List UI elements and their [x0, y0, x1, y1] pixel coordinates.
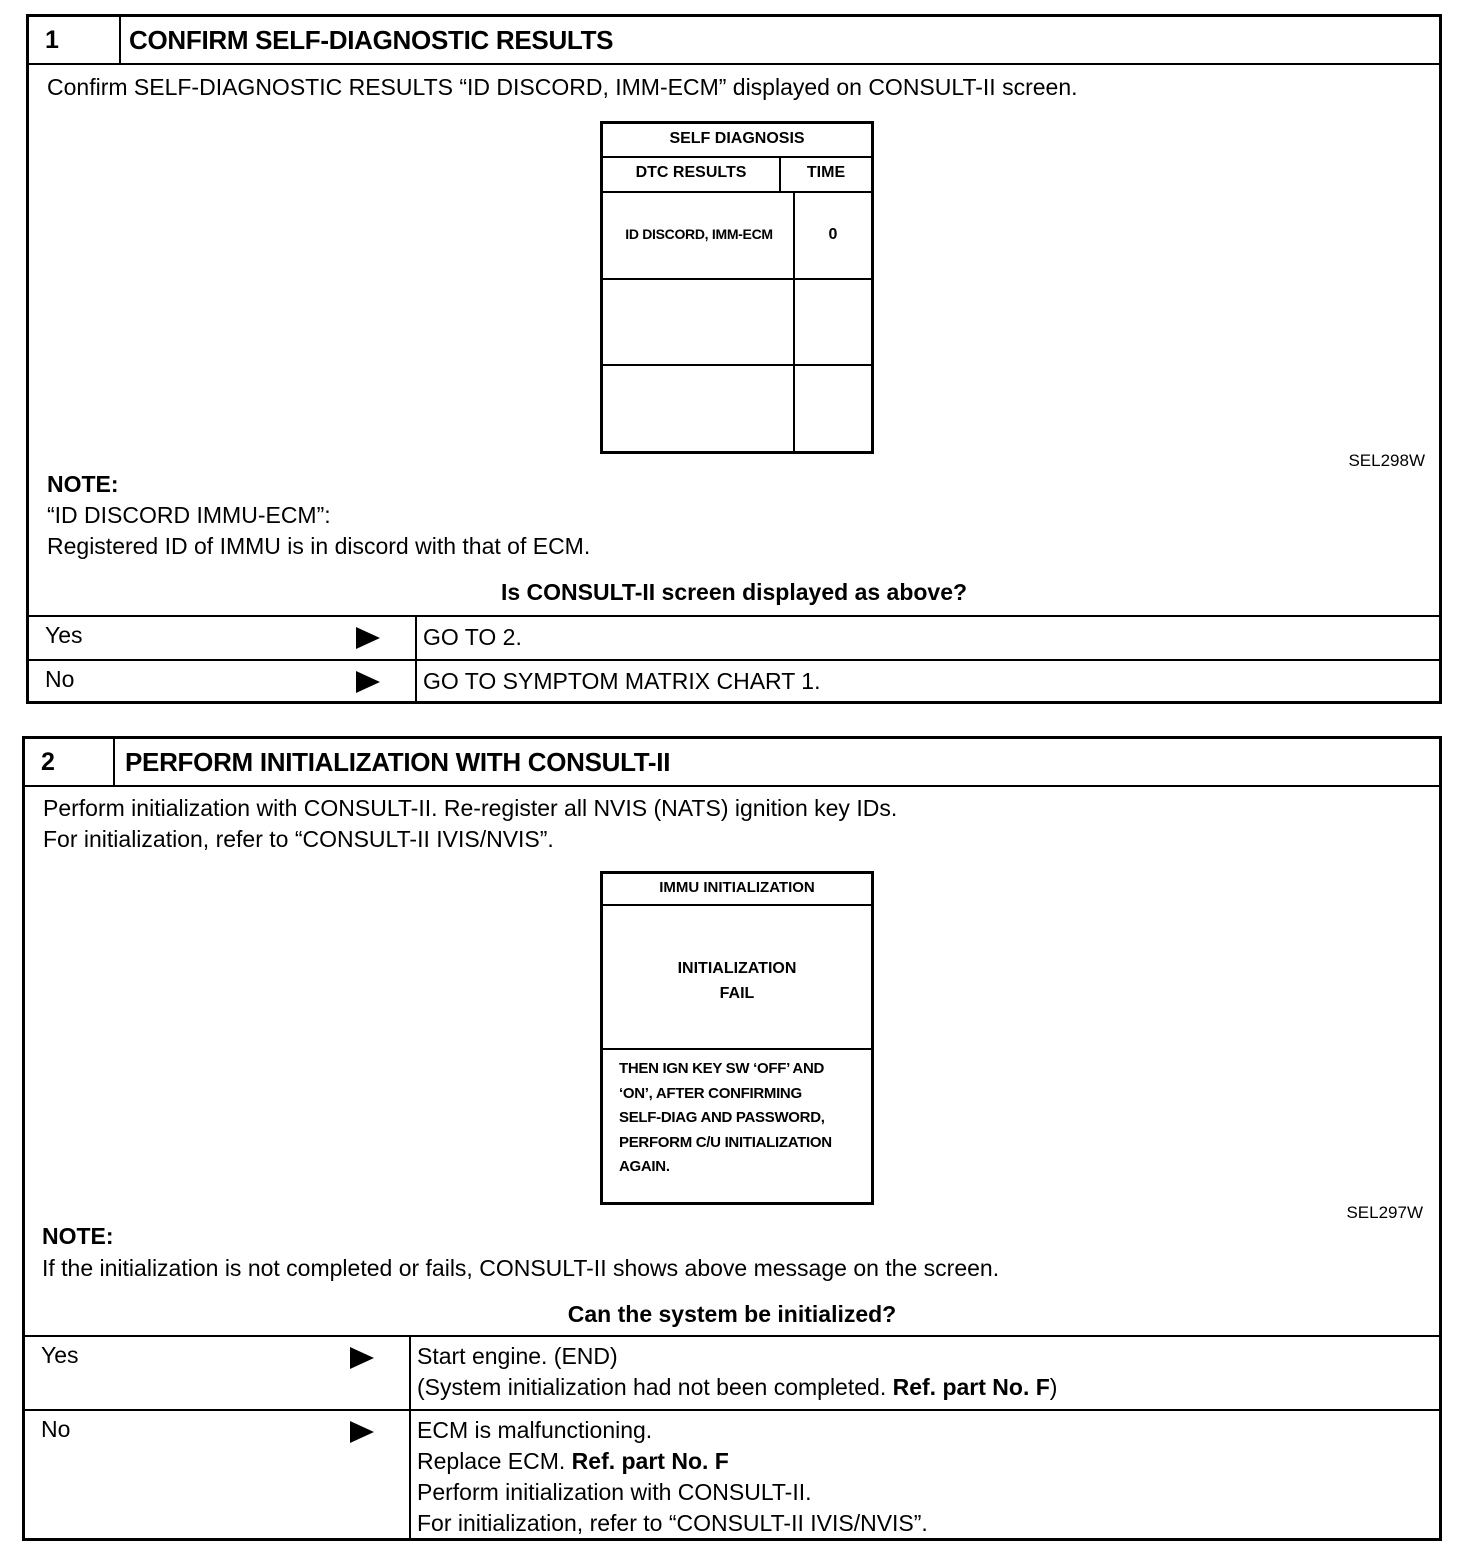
step-number: 1 [29, 17, 121, 63]
answer-line: For initialization, refer to “CONSULT-II IVIS/NVIS”. [417, 1510, 928, 1536]
note-line: Registered ID of IMMU is in discord with that of ECM. [47, 533, 591, 559]
screen-title: SELF DIAGNOSIS [669, 130, 805, 147]
step-title: CONFIRM SELF-DIAGNOSTIC RESULTS [129, 25, 614, 55]
message-line: AGAIN. [619, 1158, 670, 1175]
question-text: Can the system be initialized? [567, 1301, 897, 1327]
answer-action [417, 1415, 928, 1539]
answer-action: GO TO 2. [423, 624, 522, 650]
question-text: Is CONSULT-II screen displayed as above? [500, 579, 968, 605]
answer-row-no [25, 1409, 1439, 1538]
step-1-header [29, 17, 1439, 65]
arrow-right-icon [356, 627, 380, 649]
arrow-right-icon [350, 1347, 374, 1369]
answer-line: Start engine. (END) [417, 1343, 618, 1369]
answer-key: No [45, 666, 75, 692]
arrow-right-icon [350, 1421, 374, 1443]
answer-key: Yes [41, 1342, 79, 1368]
answer-line: Replace ECM. Ref. part No. F [417, 1448, 729, 1474]
time-value: 0 [828, 226, 838, 243]
answer-row-yes [29, 615, 1439, 659]
answer-row-no [29, 659, 1439, 704]
instruction-line: For initialization, refer to “CONSULT-II IVIS/NVIS”. [43, 826, 554, 852]
note-text: If the initialization is not completed or fails, CONSULT-II shows above message on the screen. [42, 1255, 1000, 1281]
column-header-dtc: DTC RESULTS [635, 164, 747, 181]
message-line: THEN IGN KEY SW ‘OFF’ AND [619, 1060, 825, 1077]
answer-action [417, 1341, 1057, 1403]
message-line: ‘ON’, AFTER CONFIRMING [619, 1084, 802, 1102]
answer-line: Perform initialization with CONSULT-II. [417, 1479, 812, 1505]
message-line: SELF-DIAG AND PASSWORD, [619, 1109, 825, 1126]
answer-key: No [41, 1416, 71, 1442]
dtc-result-value: ID DISCORD, IMM-ECM [625, 226, 773, 242]
answer-line: ECM is malfunctioning. [417, 1417, 653, 1443]
answer-line: (System initialization had not been completed. Ref. part No. F) [417, 1374, 1058, 1400]
instruction-text: Confirm SELF-DIAGNOSTIC RESULTS “ID DISCORD, IMM-ECM” displayed on CONSULT-II screen. [47, 74, 1078, 100]
step-number: 2 [25, 739, 115, 785]
part-reference: Ref. part No. F [571, 1448, 729, 1474]
arrow-right-icon [356, 671, 380, 693]
part-reference: Ref. part No. F [892, 1374, 1050, 1400]
self-diagnosis-screen [600, 121, 874, 454]
step-2-header [25, 739, 1439, 787]
status-line: INITIALIZATION [677, 960, 797, 977]
answer-row-yes [25, 1335, 1439, 1409]
figure-label: SEL297W [1346, 1203, 1423, 1222]
note-line: “ID DISCORD IMMU-ECM”: [47, 502, 331, 528]
step-2-box [22, 736, 1442, 1541]
column-header-time: TIME [806, 164, 846, 181]
immu-initialization-screen [600, 871, 874, 1205]
note-heading: NOTE: [47, 471, 119, 497]
step-1-box [26, 14, 1442, 704]
figure-label: SEL298W [1348, 451, 1425, 470]
message-line: PERFORM C/U INITIALIZATION [619, 1133, 832, 1151]
answer-action: GO TO SYMPTOM MATRIX CHART 1. [423, 668, 821, 694]
screen-message [619, 1057, 832, 1180]
step-title: PERFORM INITIALIZATION WITH CONSULT-II [125, 747, 671, 777]
screen-title: IMMU INITIALIZATION [659, 879, 815, 896]
status-line: FAIL [719, 985, 755, 1002]
instruction-line: Perform initialization with CONSULT-II. Re-register all NVIS (NATS) ignition key IDs. [43, 795, 898, 821]
note-heading: NOTE: [42, 1223, 114, 1249]
answer-key: Yes [45, 622, 83, 648]
